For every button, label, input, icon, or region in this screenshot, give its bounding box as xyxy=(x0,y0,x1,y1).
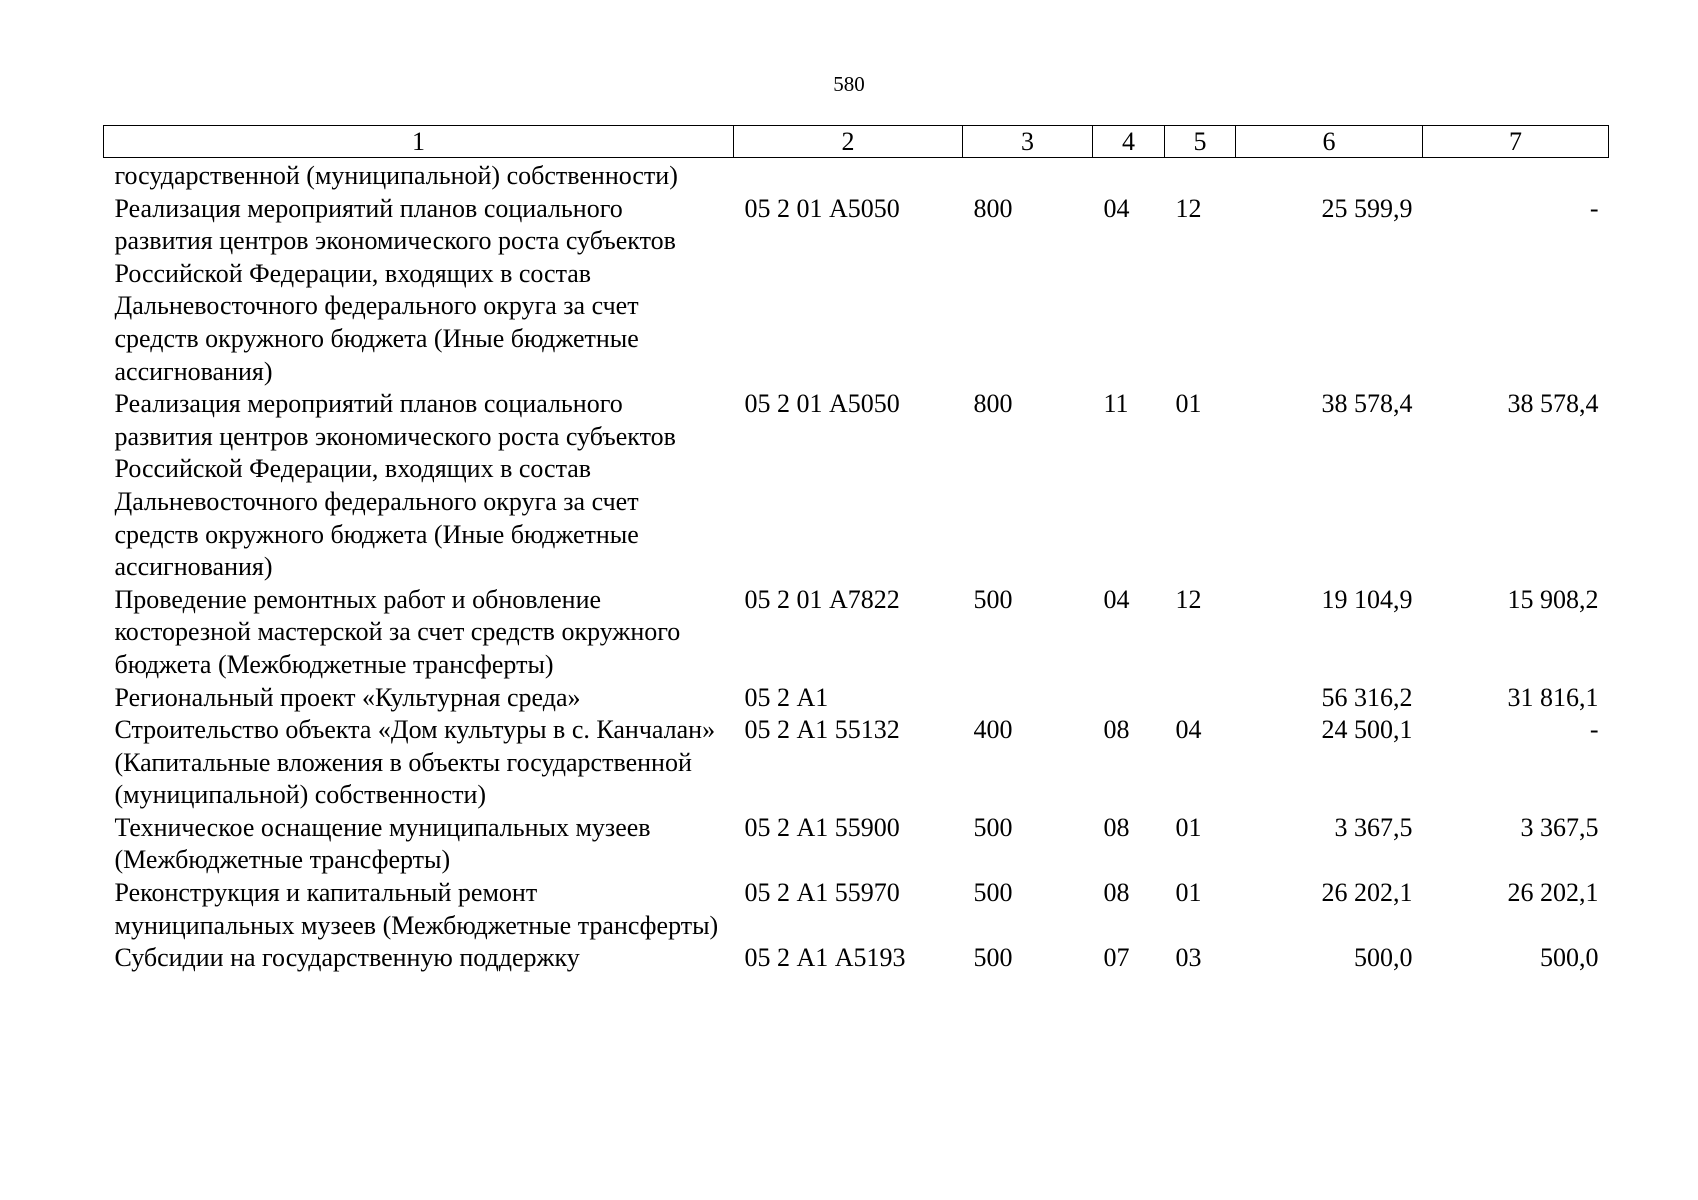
row-amount-col6: 500,0 xyxy=(1354,943,1413,973)
table-row xyxy=(104,714,1609,812)
column-header-2: 2 xyxy=(734,126,963,158)
row-amount-col6: 56 316,2 xyxy=(1321,682,1413,712)
row-subsection: 01 xyxy=(1175,389,1202,419)
row-section xyxy=(1093,158,1165,193)
row-section: 04 xyxy=(1103,584,1130,614)
row-expense-type: 400 xyxy=(973,715,1013,745)
row-subsection xyxy=(1165,682,1236,715)
row-section: 08 xyxy=(1103,715,1130,745)
row-amount-col6: 19 104,9 xyxy=(1321,584,1413,614)
column-header-7: 7 xyxy=(1423,126,1609,158)
row-subsection: 12 xyxy=(1175,193,1202,223)
column-header-4: 4 xyxy=(1093,126,1165,158)
row-amount-col7: 31 816,1 xyxy=(1507,682,1599,712)
row-name: Проведение ремонтных работ и обновление косторезной мастерской за счет средств окружного бюджета (Межбюджетные трансферты) xyxy=(114,584,681,679)
budget-table xyxy=(103,125,1609,975)
table-row xyxy=(104,584,1609,682)
table-row xyxy=(104,812,1609,877)
row-subsection: 12 xyxy=(1175,584,1202,614)
row-subsection: 01 xyxy=(1175,878,1202,908)
row-amount-col7: 15 908,2 xyxy=(1507,584,1599,614)
column-header-3: 3 xyxy=(963,126,1093,158)
row-name: Строительство объекта «Дом культуры в с. Канчалан» (Капитальные вложения в объекты государственной (муниципальной) собственности) xyxy=(114,715,716,810)
row-amount-col6: 24 500,1 xyxy=(1321,715,1413,745)
row-amount-col7: 38 578,4 xyxy=(1507,389,1599,419)
row-section: 04 xyxy=(1103,193,1130,223)
row-code: 05 2 А1 xyxy=(744,682,829,712)
row-amount-col7: 500,0 xyxy=(1540,943,1599,973)
table-row xyxy=(104,388,1609,584)
row-subsection: 04 xyxy=(1175,715,1202,745)
table-row xyxy=(104,877,1609,942)
row-expense-type xyxy=(963,682,1093,715)
column-header-6: 6 xyxy=(1236,126,1423,158)
row-expense-type: 800 xyxy=(973,193,1013,223)
row-code: 05 2 01 А5050 xyxy=(744,193,900,223)
table-row xyxy=(104,193,1609,389)
row-amount-col7: 26 202,1 xyxy=(1507,878,1599,908)
table-row xyxy=(104,942,1609,975)
row-amount-col6: 3 367,5 xyxy=(1334,812,1413,842)
row-expense-type: 500 xyxy=(973,878,1013,908)
row-name: Реализация мероприятий планов социального развития центров экономического роста субъектов Российской Федерации, входящих в состав Дальневосточного федерального округа за счет средств окружного бюджета (Иные бюджетные ассигнования) xyxy=(114,193,676,386)
row-expense-type: 800 xyxy=(973,389,1013,419)
column-header-1: 1 xyxy=(104,126,734,158)
row-name: Субсидии на государственную поддержку xyxy=(114,943,580,973)
row-code: 05 2 А1 55132 xyxy=(744,715,900,745)
row-expense-type: 500 xyxy=(973,943,1013,973)
row-code: 05 2 А1 А5193 xyxy=(744,943,906,973)
row-amount-col7: - xyxy=(1589,193,1599,223)
row-section: 08 xyxy=(1103,812,1130,842)
row-expense-type xyxy=(963,158,1093,193)
row-amount-col7 xyxy=(1423,158,1609,193)
row-subsection xyxy=(1165,158,1236,193)
row-code: 05 2 А1 55970 xyxy=(744,878,900,908)
table-header xyxy=(104,126,1609,158)
table-body xyxy=(104,158,1609,975)
row-amount-col6: 25 599,9 xyxy=(1321,193,1413,223)
row-name: государственной (муниципальной) собственности) xyxy=(114,161,678,190)
column-header-5: 5 xyxy=(1165,126,1236,158)
row-amount-col6: 26 202,1 xyxy=(1321,878,1413,908)
row-expense-type: 500 xyxy=(973,584,1013,614)
row-amount-col6: 38 578,4 xyxy=(1321,389,1413,419)
row-code: 05 2 01 А7822 xyxy=(744,584,900,614)
row-section xyxy=(1093,682,1165,715)
row-amount-col6 xyxy=(1236,158,1423,193)
table-row xyxy=(104,682,1609,715)
row-name: Реализация мероприятий планов социального развития центров экономического роста субъектов Российской Федерации, входящих в состав Дальневосточного федерального округа за счет средств окружного бюджета (Иные бюджетные ассигнования) xyxy=(114,389,676,582)
row-section: 11 xyxy=(1103,389,1129,419)
row-amount-col7: - xyxy=(1589,715,1599,745)
row-name: Реконструкция и капитальный ремонт муниципальных музеев (Межбюджетные трансферты) xyxy=(114,878,719,940)
row-name: Техническое оснащение муниципальных музеев (Межбюджетные трансферты) xyxy=(114,812,651,875)
row-code xyxy=(734,158,963,193)
row-section: 08 xyxy=(1103,878,1130,908)
row-name: Региональный проект «Культурная среда» xyxy=(114,682,581,712)
row-amount-col7: 3 367,5 xyxy=(1520,812,1599,842)
row-code: 05 2 01 А5050 xyxy=(744,389,900,419)
row-subsection: 03 xyxy=(1175,943,1202,973)
row-section: 07 xyxy=(1103,943,1130,973)
row-subsection: 01 xyxy=(1175,812,1202,842)
page-number: 580 xyxy=(833,72,865,96)
table-row xyxy=(104,158,1609,193)
row-code: 05 2 А1 55900 xyxy=(744,812,900,842)
row-expense-type: 500 xyxy=(973,812,1013,842)
header-row xyxy=(104,126,1609,158)
